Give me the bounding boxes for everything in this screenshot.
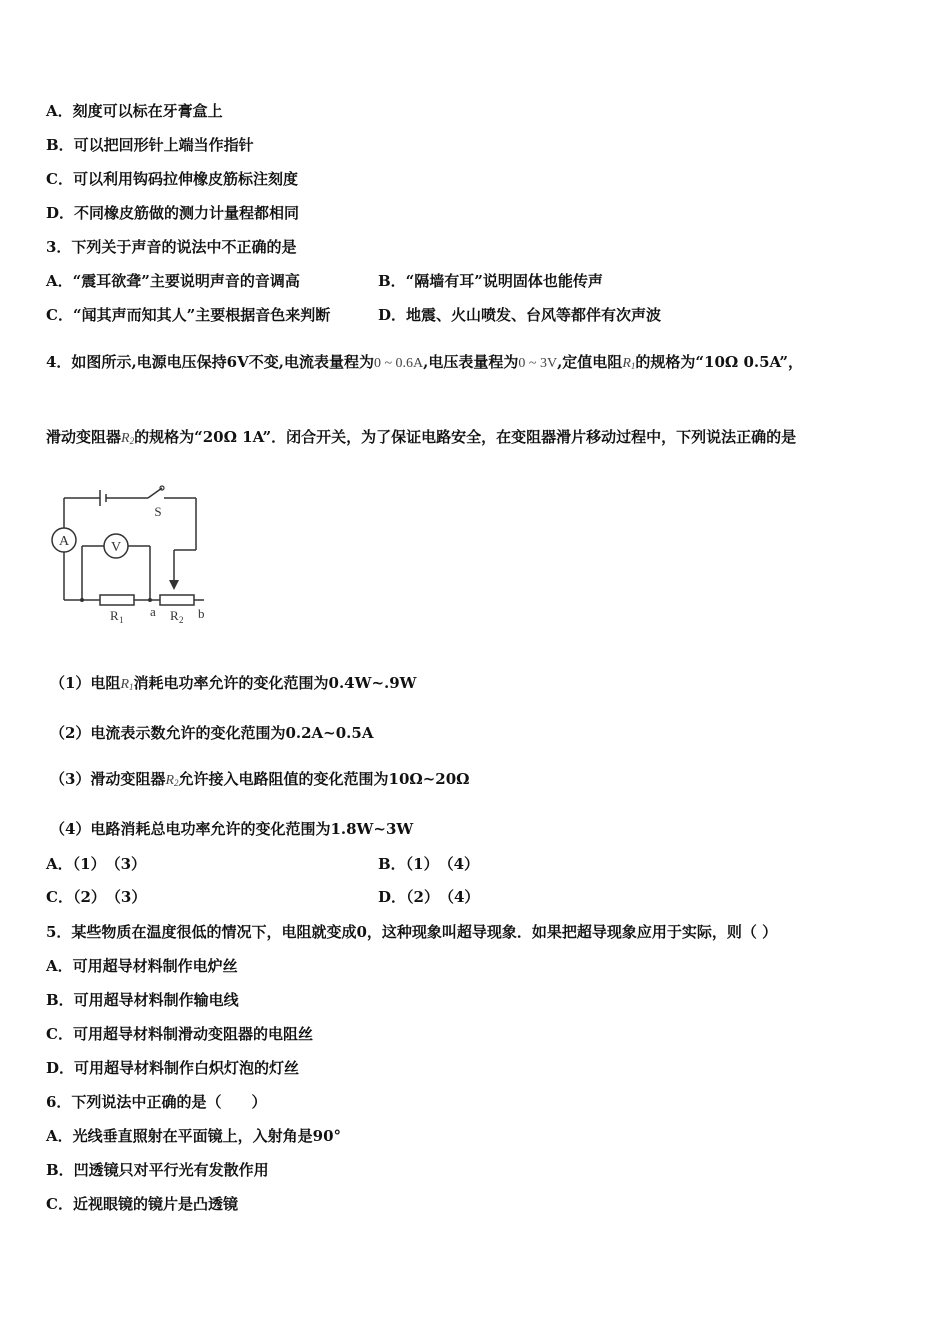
switch-label: S <box>154 504 162 519</box>
question-4-option-d: D．（2） （4） <box>378 888 480 906</box>
r2-symbol: $R_2$ <box>121 431 135 446</box>
r1-symbol-s1: $R_1$ <box>120 677 134 692</box>
question-4-stem-line-2 <box>46 427 796 451</box>
voltmeter-label: V <box>110 540 122 555</box>
circuit-diagram <box>44 484 224 626</box>
question-2-option-b: B．可以把回形针上端当作指针 <box>46 136 254 154</box>
question-3-stem: 3．下列关于声音的说法中不正确的是 <box>46 238 297 256</box>
question-6-option-c: C．近视眼镜的镜片是凸透镜 <box>46 1195 238 1213</box>
question-5-stem: 5．某些物质在温度很低的情况下，电阻就变成0，这种现象叫超导现象．如果把超导现象应用于实际，则（ ） <box>46 923 778 941</box>
question-5-option-d: D．可用超导材料制作白炽灯泡的灯丝 <box>46 1059 300 1077</box>
ammeter-label: A <box>58 534 70 549</box>
q4-text-2: ,电压表量程为 <box>423 353 519 371</box>
statement-3: （3）滑动变阻器$R_2$允许接入电路阻值的变化范围为10Ω~20Ω <box>50 770 470 788</box>
question-5-option-c: C．可用超导材料制滑动变阻器的电阻丝 <box>46 1025 313 1043</box>
r1-symbol: $R_1$ <box>622 356 636 371</box>
statement-2: （2）电流表示数允许的变化范围为0.2A~0.5A <box>50 724 374 742</box>
question-6-option-a: A．光线垂直照射在平面镜上，入射角是90° <box>46 1127 342 1145</box>
question-6-option-b: B．凹透镜只对平行光有发散作用 <box>46 1161 269 1179</box>
r2-label-sub: 2 <box>179 615 184 625</box>
q4-text-1: 4．如图所示,电源电压保持6V不变,电流表量程为 <box>46 353 374 371</box>
question-3-option-c: C．“闻其声而知其人”主要根据音色来判断 <box>46 306 331 324</box>
terminal-b-label: b <box>198 606 205 621</box>
question-4-stem-line-1 <box>46 352 803 376</box>
terminal-a-label: a <box>150 604 156 619</box>
ammeter-range: 0 ~ 0.6A <box>373 356 424 371</box>
question-5-option-b: B．可用超导材料制作输电线 <box>46 991 239 1009</box>
statement-1: （1）电阻$R_1$消耗电功率允许的变化范围为0.4W~.9W <box>50 674 417 692</box>
r1-label: R <box>110 608 119 623</box>
r2-symbol-s3: $R_2$ <box>165 773 179 788</box>
q4-text-6: 的规格为“20Ω 1A”．闭合开关，为了保证电路安全，在变阻器滑片移动过程中，下列说法正确的是 <box>134 428 797 446</box>
r2-label: R <box>170 608 179 623</box>
question-5-option-a: A．可用超导材料制作电炉丝 <box>46 957 238 975</box>
question-4-option-c: C．（2） （3） <box>46 888 147 906</box>
r1-label-sub: 1 <box>119 615 124 625</box>
q4-text-4: 的规格为“10Ω 0.5A”， <box>635 353 804 371</box>
question-6-stem: 6．下列说法中正确的是（ ） <box>46 1093 267 1111</box>
q4-text-5: 滑动变阻器 <box>46 428 122 446</box>
question-3-option-b: B．“隔墙有耳”说明固体也能传声 <box>378 272 603 290</box>
question-4-option-a: A．（1） （3） <box>46 855 147 873</box>
q4-text-3: ,定值电阻 <box>557 353 623 371</box>
question-3-option-d: D．地震、火山喷发、台风等都伴有次声波 <box>378 306 662 324</box>
statement-4: （4）电路消耗总电功率允许的变化范围为1.8W~3W <box>50 820 414 838</box>
question-2-option-a: A．刻度可以标在牙膏盒上 <box>46 102 223 120</box>
question-4-option-b: B．（1） （4） <box>378 855 480 873</box>
voltmeter-range: 0 ~ 3V <box>518 356 558 371</box>
question-2-option-c: C．可以利用钩码拉伸橡皮筋标注刻度 <box>46 170 298 188</box>
question-3-option-a: A．“震耳欲聋”主要说明声音的音调高 <box>46 272 300 290</box>
question-2-option-d: D．不同橡皮筋做的测力计量程都相同 <box>46 204 300 222</box>
